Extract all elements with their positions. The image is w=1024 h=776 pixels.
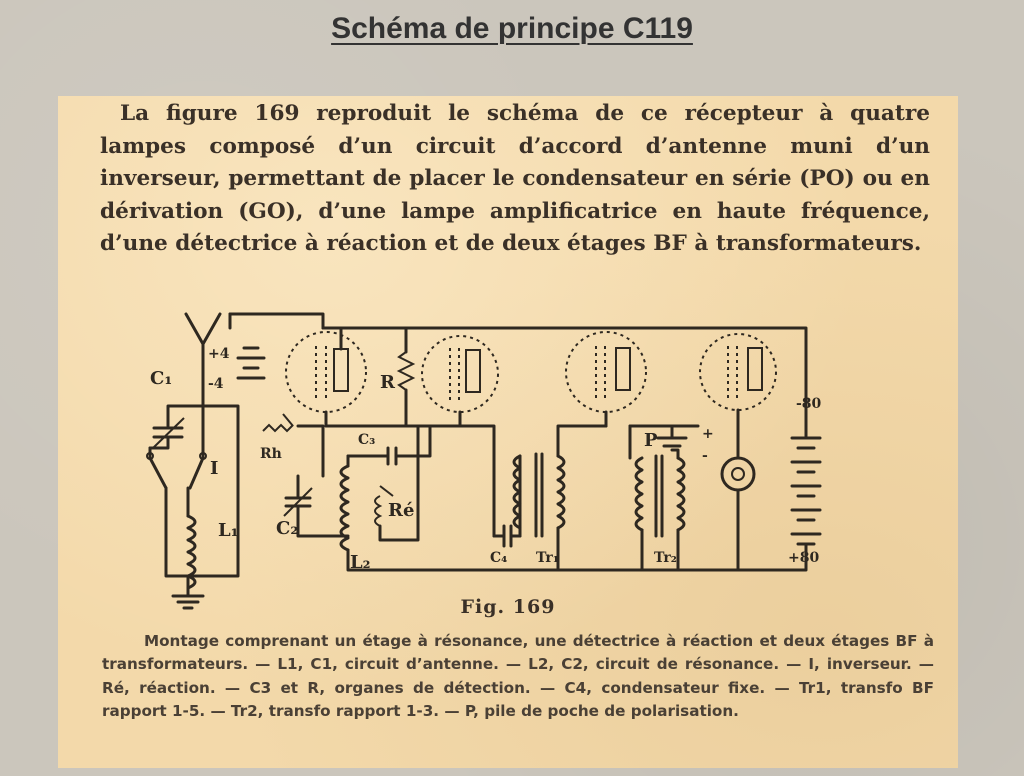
capacitor-c3 — [326, 426, 460, 464]
label-minus4: -4 — [208, 376, 224, 392]
label-i: I — [210, 458, 219, 479]
headphones-symbol — [722, 436, 754, 570]
tube-2 — [422, 336, 498, 426]
body-paragraph: La figure 169 reproduit le schéma de ce récepteur à quatre lampes composé d’un circuit d’accord d’antenne muni d’un inverseur, permettant de placer le condensateur en série (PO) ou en dérivation (GO), d’une lampe amplificatrice en haute fréquence, d’une détectrice à réaction et de deux étages BF à transformateurs. — [100, 101, 930, 256]
resistor-r — [380, 328, 413, 426]
label-tr2: Tr₂ — [654, 550, 677, 566]
label-l2: L₂ — [350, 552, 371, 573]
label-minus80: -80 — [796, 396, 822, 412]
label-c4: C₄ — [490, 550, 508, 566]
tube-1 — [286, 328, 366, 426]
capacitor-c2 — [276, 476, 348, 539]
label-p-plus: + — [702, 426, 714, 442]
label-p-minus: - — [702, 448, 708, 464]
label-p: P — [644, 430, 658, 451]
page-title: Schéma de principe C119 — [331, 12, 693, 45]
label-c3: C₃ — [358, 432, 376, 448]
figure-legend: Montage comprenant un étage à résonance, une détectrice à réaction et deux étages BF à transformateurs. — L1, C1, circuit d’antenne. — L2, C2, circuit de résonance. — I, inverseur. — Ré, réaction. — C3 et R, organes de détection. — C4, condensateur fixe. — Tr1, transfo BF rapport 1-5. — Tr2, transfo rapport 1-3. — P, pile de poche de polarisation. — [102, 632, 934, 721]
tube-4 — [700, 334, 776, 436]
label-tr1: Tr₁ — [536, 550, 559, 566]
label-plus80: +80 — [788, 550, 820, 566]
reaction-coil-re — [375, 426, 418, 540]
inverter-switch-i — [147, 406, 218, 508]
rheostat-rh — [260, 414, 323, 476]
label-l1: L₁ — [218, 520, 239, 541]
label-c2: C₂ — [276, 518, 299, 539]
transformer-tr1 — [460, 426, 596, 570]
filament-battery — [208, 314, 323, 392]
antenna-symbol — [168, 314, 220, 426]
figure-caption: Fig. 169 — [460, 596, 556, 618]
tube-3 — [566, 332, 646, 426]
label-c1: C₁ — [150, 368, 173, 389]
top-rail — [323, 328, 806, 426]
label-plus4: +4 — [208, 346, 230, 362]
label-rh: Rh — [260, 446, 282, 462]
label-re: Ré — [388, 500, 415, 521]
scanned-page — [58, 96, 958, 768]
label-r: R — [380, 372, 395, 393]
